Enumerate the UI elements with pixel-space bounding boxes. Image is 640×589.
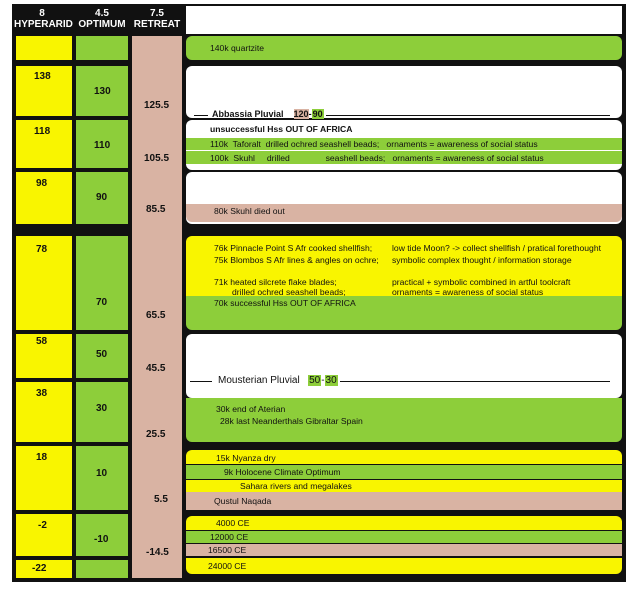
abbassia-pluvial-label [212,109,324,119]
event-block [186,334,622,398]
optimum-value: -10 [94,534,109,545]
pluvial-line [326,115,610,116]
event-row [186,531,622,543]
event-silcrete: 71k heated silcrete flake blades; [214,277,337,287]
pluvial-line [190,381,212,382]
header-hyperarid-value: 8 [39,8,45,19]
hyperarid-value: 98 [36,178,48,189]
optimum-value: 130 [94,86,111,97]
event-blombos-note: symbolic complex thought / information storage [392,255,572,265]
abbassia-start: 120 [293,109,309,119]
retreat-value: 5.5 [154,494,168,505]
optimum-value: 110 [94,140,111,151]
retreat-value: 125.5 [144,100,170,111]
event-skuhl-died: 80k Skuhl died out [214,206,285,216]
abbassia-sep: - [308,109,312,119]
pluvial-line [194,115,208,116]
event-blombos: 75k Blombos S Afr lines & angles on ochre; [214,255,379,265]
hyperarid-value: 58 [36,336,48,347]
event-silcrete-note: practical + symbolic combined in artful toolcraft [392,277,571,287]
hyperarid-value: 38 [36,388,48,399]
retreat-value: 25.5 [146,429,166,440]
event-pinnacle-note: low tide Moon? -> collect shellfish / pratical forethought [392,243,601,253]
event-sahara: Sahara rivers and megalakes [240,481,352,491]
header-hyperarid [14,8,73,30]
event-taforalt: 110k Taforalt drilled ochred seashell beads; ornaments = awareness of social status [210,139,538,149]
event-pinnacle: 76k Pinnacle Point S Afr cooked shellfish; [214,243,373,253]
pluvial-line [340,381,610,382]
optimum-value: 70 [96,297,108,308]
hyperarid-value: 138 [34,71,51,82]
event-row [186,558,622,574]
event-holocene: 9k Holocene Climate Optimum [224,467,341,477]
header-blank [186,6,622,34]
event-12000ce: 12000 CE [210,532,249,542]
mousterian-sep: - [321,375,325,386]
header-retreat [132,8,182,30]
retreat-value: -14.5 [146,547,169,558]
retreat-value: 45.5 [146,363,166,374]
event-unsuccessful: unsuccessful Hss OUT OF AFRICA [210,124,353,134]
mousterian-end: 30 [325,375,337,386]
event-successful: 70k successful Hss OUT OF AFRICA [214,298,356,308]
retreat-value: 65.5 [146,310,166,321]
event-drilled-note: ornaments = awareness of social status [392,287,544,297]
optimum-cell [76,36,128,60]
mousterian-pluvial-label [218,375,338,386]
event-nyanza: 15k Nyanza dry [216,453,276,463]
header-retreat-value: 7.5 [150,8,164,19]
hyperarid-value: -22 [32,563,47,574]
event-qustul: Qustul Naqada [214,496,272,506]
header-retreat-label: RETREAT [133,19,181,30]
event-quartzite: 140k quartzite [210,43,264,53]
hyperarid-value: 18 [36,452,48,463]
hyperarid-value: 118 [34,126,51,137]
hyperarid-value: 78 [36,244,48,255]
header-optimum-label: OPTIMUM [78,19,126,30]
hyperarid-value: -2 [38,520,47,531]
header-optimum-value: 4.5 [95,8,109,19]
retreat-value: 85.5 [146,204,166,215]
retreat-value: 105.5 [144,153,170,164]
event-drilled: drilled ochred seashell beads; [232,287,346,297]
optimum-cell [76,236,128,330]
event-24000ce: 24000 CE [208,561,247,571]
mousterian-name: Mousterian Pluvial [218,375,300,386]
event-row [186,516,622,530]
optimum-value: 10 [96,468,108,479]
mousterian-start: 50 [309,375,321,386]
event-4000ce: 4000 CE [216,518,250,528]
hyperarid-cell [16,36,72,60]
optimum-cell [76,560,128,578]
abbassia-name: Abbassia Pluvial [212,109,284,119]
event-neanderthals: 28k last Neanderthals Gibraltar Spain [220,416,363,426]
optimum-value: 30 [96,403,108,414]
event-16500ce: 16500 CE [208,545,247,555]
optimum-value: 90 [96,192,108,203]
header-hyperarid-label: HYPERARID [14,19,73,30]
event-row [186,544,622,556]
optimum-value: 50 [96,349,108,360]
event-skuhl-beads: 100k Skuhl drilled seashell beads; ornaments = awareness of social status [210,153,544,163]
event-aterian: 30k end of Aterian [216,404,286,414]
abbassia-end: 90 [312,109,323,119]
header-optimum [76,8,128,30]
